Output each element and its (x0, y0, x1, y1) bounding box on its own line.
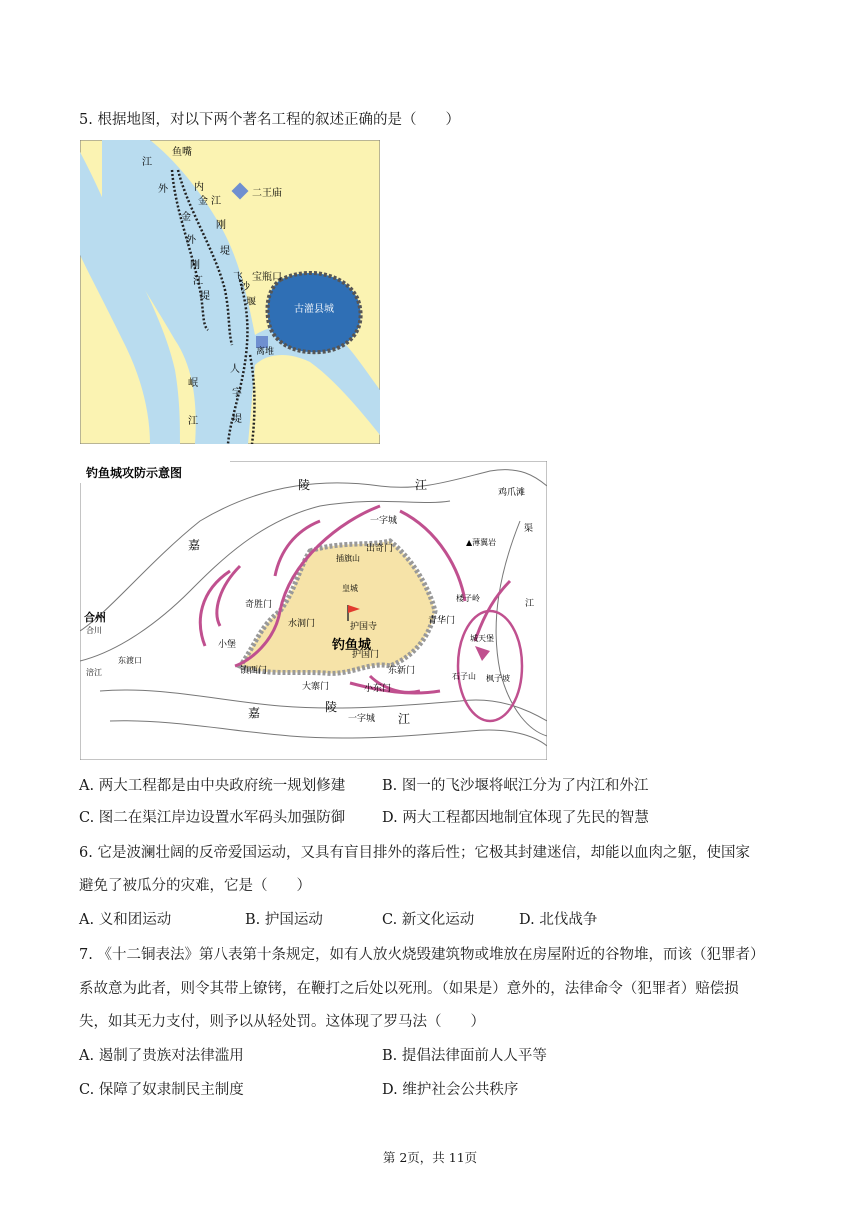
q6-option-b: B. 护国运动 (245, 912, 323, 928)
map1-label-yuzui: 鱼嘴 (172, 147, 192, 158)
map2-label-yizicheng-bot: 一字城 (348, 714, 376, 724)
map2-label-louziling: 楼子岭 (456, 594, 480, 603)
map1-label-jiang2: 江 (211, 196, 221, 207)
map1-label-jin1: 金 (198, 196, 208, 207)
q5-option-a: A. 两大工程都是由中央政府统一规划修建 (79, 778, 346, 794)
map2-label-dongxin: 东新门 (388, 666, 416, 676)
map2-label-huguosi: 护国寺 (350, 622, 378, 632)
q6-option-c: C. 新文化运动 (382, 912, 475, 928)
q5-option-d: D. 两大工程都因地制宜体现了先民的智慧 (382, 810, 649, 826)
dujiangyan-map (80, 140, 380, 444)
q7-option-b: B. 提倡法律面前人人平等 (382, 1048, 547, 1064)
map2-label-dazhai: 大寨门 (302, 682, 330, 692)
map1-label-wai2: 外 (186, 235, 196, 246)
map2-label-biyi: ▲薄翼岩 (466, 538, 497, 547)
map2-label-chuqi: 出奇门 (366, 544, 394, 554)
map1-label-jiang3: 江 (193, 276, 203, 287)
map2-label-shizishan: 石子山 (452, 672, 476, 681)
map2-label-jia-bot: 嘉 (248, 706, 261, 720)
map1-label-sha: 沙 (240, 282, 250, 293)
map1-label-di2: 堤 (200, 291, 210, 302)
map1-label-wai1: 外 (158, 184, 168, 195)
map2-label-xiaobao: 小堡 (218, 640, 237, 650)
map2-label-zhenxi: 镇西门 (240, 666, 268, 676)
q5-option-b: B. 图一的飞沙堰将岷江分为了内江和外江 (382, 778, 649, 794)
q5-option-c: C. 图二在渠江岸边设置水军码头加强防御 (79, 810, 346, 826)
q7-option-a: A. 遏制了贵族对法律滥用 (79, 1048, 244, 1064)
map1-label-gang2: 刚 (190, 260, 200, 271)
map2-label-fengzi: 枫子坡 (486, 674, 510, 683)
map2-label-chengtian: 城天堡 (470, 634, 494, 643)
page-footer: 第 2页，共 11页 (382, 1150, 478, 1165)
q5-stem: 5. 根据地图，对以下两个著名工程的叙述正确的是（ ） (79, 112, 460, 128)
q6-option-d: D. 北伐战争 (519, 912, 598, 928)
map1-label-fei: 飞 (233, 272, 243, 283)
q7-line-1: 7. 《十二铜表法》第八表第十条规定，如有人放火烧毁建筑物或堆放在房屋附近的谷物堆，而该（犯罪者） (79, 947, 765, 963)
map2-label-huguomen: 护国门 (352, 650, 380, 660)
q7-option-d: D. 维护社会公共秩序 (382, 1082, 519, 1098)
map1-label-lidui: 离堆 (256, 347, 275, 357)
map2-title: 钓鱼城攻防示意图 (86, 466, 183, 480)
map1-label-baoping: 宝瓶口 (252, 272, 282, 283)
map2-label-qisheng: 奇胜门 (245, 600, 273, 610)
map1-label-jiang1: 江 (142, 157, 152, 168)
map1-label-guguan: 古灌县城 (294, 304, 334, 315)
map2-label-jiang-sm: 涪江 (86, 668, 102, 677)
map2-label-diaoyu: 钓鱼城 (332, 638, 372, 653)
q7-line-2: 系故意为此者，则令其带上镣铐，在鞭打之后处以死刑。（如果是）意外的，法律命令（犯罪者）赔偿损 (79, 981, 739, 997)
map1-label-zi: 字 (232, 388, 242, 399)
q7-line-3: 失，如其无力支付，则予以从轻处罚。这体现了罗马法（ ） (79, 1014, 485, 1030)
map2-label-jiang-top: 江 (415, 478, 428, 492)
map2-label-shuidong: 水洞门 (288, 619, 316, 629)
map1-label-jiang4: 江 (188, 416, 198, 427)
map1-label-di3: 堤 (232, 414, 242, 425)
map1-label-jin2: 金 (181, 212, 191, 223)
map1-label-nei: 内 (194, 182, 204, 193)
map1-label-erwang: 二王庙 (252, 188, 282, 199)
q6-line-1: 6. 它是波澜壮阔的反帝爱国运动，又具有盲目排外的落后性；它极其封建迷信，却能以血肉之躯，使国家 (79, 845, 750, 861)
map1-label-di1: 堤 (220, 246, 230, 257)
map1-label-ren: 人 (230, 364, 240, 375)
map1-label-gang1: 刚 (216, 220, 226, 231)
map2-label-jigua: 鸡爪滩 (498, 488, 526, 498)
map2-label-qu1: 渠 (524, 524, 534, 534)
map2-label-ling-top: 陵 (298, 478, 311, 492)
map2-label-dongdukou: 东渡口 (118, 656, 142, 665)
q6-line-2: 避免了被瓜分的灾难，它是（ ） (79, 878, 311, 894)
q7-option-c: C. 保障了奴隶制民主制度 (79, 1082, 244, 1098)
map2-label-jia-left: 嘉 (188, 538, 201, 552)
diaoyucheng-map (80, 461, 547, 760)
map1-label-yan: 堰 (246, 297, 256, 308)
map2-label-jiang-bot: 江 (398, 712, 411, 726)
map2-label-hezhou: 合州 (84, 611, 106, 624)
map2-label-yizicheng-top: 一字城 (370, 516, 398, 526)
map2-label-xiaodong: 小东门 (364, 684, 392, 694)
map2-label-huangcheng: 皇城 (342, 584, 358, 593)
map1-label-min: 岷 (188, 378, 198, 389)
map2-label-ling-bot: 陵 (325, 700, 338, 714)
map2-label-hezhou2: 合川 (86, 626, 102, 635)
map2-label-chaqi: 插旗山 (336, 554, 360, 563)
map2-label-jiang-r: 江 (525, 599, 535, 609)
map2-label-qinghua: 青华门 (428, 616, 456, 626)
q6-option-a: A. 义和团运动 (79, 912, 172, 928)
